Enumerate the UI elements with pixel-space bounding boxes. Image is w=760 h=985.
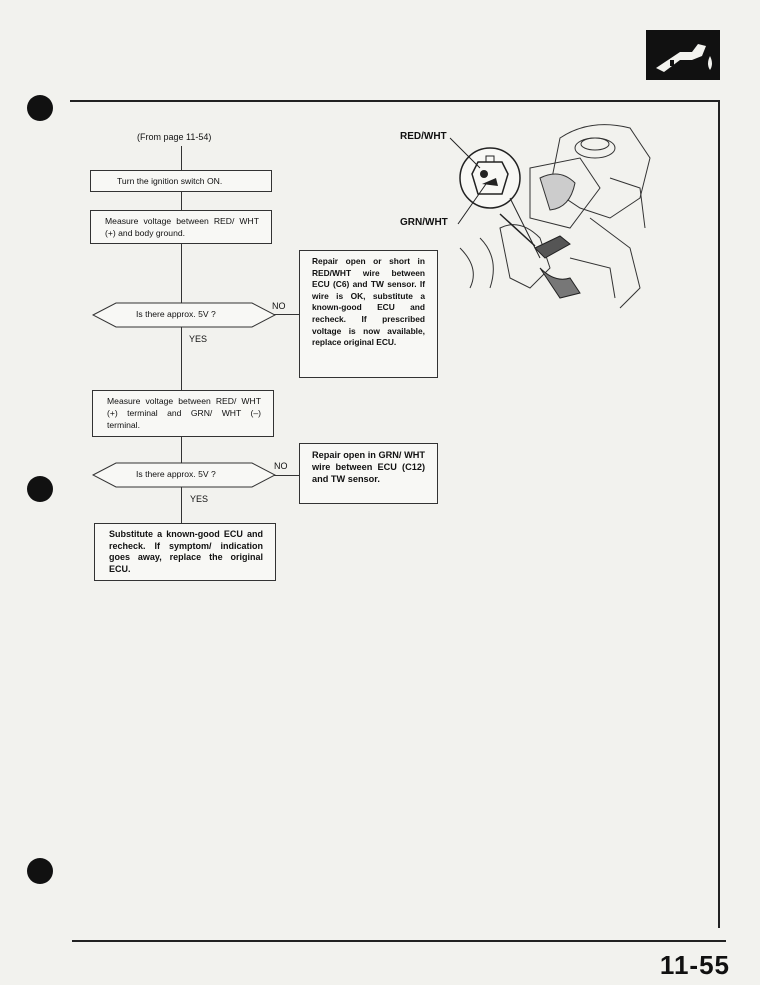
fuel-nozzle-icon [646,30,720,80]
yes-label: YES [190,494,209,504]
binder-hole [27,476,53,502]
frame-right-rule [718,100,720,928]
repair-text: Repair open in GRN/ WHT wire between ECU (C12) and TW sensor. [312,450,425,484]
flow-connector [181,192,182,210]
no-branch-connector [274,314,300,315]
step-text: Turn the ignition switch ON. [117,176,223,186]
flow-connector [181,244,182,303]
no-label: NO [272,301,286,311]
no-branch-connector [274,475,300,476]
decision-question: Is there approx. 5V ? [136,309,216,319]
step-measure-voltage-body-ground [90,210,272,244]
from-page-reference: (From page 11-54) [137,132,212,142]
wire-label-grn-wht: GRN/WHT [400,217,448,228]
final-substitute-ecu [94,523,276,581]
repair-red-wht-wire [299,250,438,378]
no-label: NO [274,461,288,471]
step-text: Measure voltage between RED/ WHT (+) terminal and GRN/ WHT (–) terminal. [107,396,261,430]
frame-bottom-rule [72,940,726,942]
flow-connector [181,487,182,524]
wire-label-red-wht: RED/WHT [400,131,447,142]
flow-connector [181,146,182,170]
binder-hole [27,858,53,884]
flow-connector [181,437,182,463]
decision-question: Is there approx. 5V ? [136,469,216,479]
step-text: Measure voltage between RED/ WHT (+) and body ground. [105,216,259,238]
flow-connector [181,327,182,390]
binder-hole [27,95,53,121]
yes-label: YES [189,334,208,344]
repair-grn-wht-wire [299,443,438,504]
repair-text: Repair open or short in RED/WHT wire between ECU (C6) and TW sensor. If wire is OK, substitute a known-good ECU and recheck. If prescribed voltage is now available, replace original ECU. [312,256,425,348]
final-text: Substitute a known-good ECU and recheck. If symptom/ indication goes away, replace the original ECU. [109,529,263,574]
step-ignition-on [90,170,272,192]
page-number: 11-55 [659,950,730,980]
engine-sensor-illustration [440,118,660,318]
step-measure-voltage-terminals [92,390,274,437]
frame-top-rule [70,100,720,102]
